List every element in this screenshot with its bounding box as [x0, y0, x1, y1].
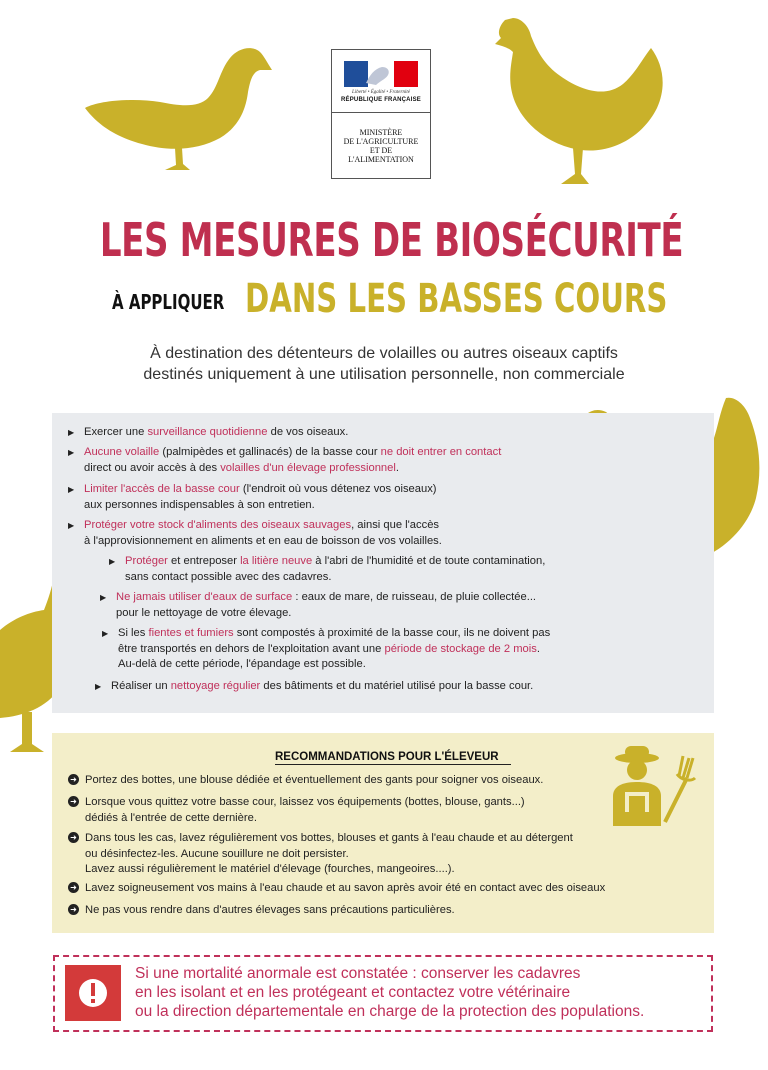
list-item: ▶ Limiter l'accès de la basse cour (l'endroit où vous détenez vos oiseaux) aux personnes indispensables à son entretien.: [68, 483, 437, 511]
duck-icon: [80, 40, 275, 180]
alert-icon: [65, 965, 121, 1021]
list-item: ▶ Ne jamais utiliser d'eaux de surface : eaux de mare, de ruisseau, de pluie collectée... pour le nettoyage de votre élevage.: [100, 591, 537, 619]
ministry-logo: [331, 49, 431, 179]
list-item: ▶ Si les fientes et fumiers sont compostés à proximité de la basse cour, ils ne doivent pas être transportés en dehors de l'exploitation avant une période de stockage de 2 mois. Au-delà de cette période, l'épandage est possible.: [102, 627, 551, 671]
list-item: ▶ Aucune volaille (palmipèdes et gallinacés) de la basse cour ne doit entrer en contact direct ou avoir accès à des volailles d'un élevage professionnel.: [68, 446, 502, 474]
list-item: ▶ Protéger et entreposer la litière neuve à l'abri de l'humidité et de toute contamination, sans contact possible avec des cadavres.: [109, 555, 546, 583]
subtitle: À destination des détenteurs de volailles ou autres oiseaux captifs destinés uniquement à une utilisation personnelle, non commerciale: [143, 345, 625, 383]
title-highlight: DANS LES BASSES COURS: [245, 276, 668, 322]
marianne-flag-icon: [344, 61, 418, 87]
recommendations-title: RECOMMANDATIONS POUR L'ÉLEVEUR: [275, 751, 511, 765]
list-item: ▶ Réaliser un nettoyage régulier des bâtiments et du matériel utilisé pour la basse cour.: [95, 680, 534, 692]
list-item: ▶ Protéger votre stock d'aliments des oiseaux sauvages, ainsi que l'accès à l'approvisionnement en aliments et en eau de boisson de vos volailles.: [68, 519, 442, 547]
list-item: ➜ Lorsque vous quittez votre basse cour, laissez vos équipements (bottes, blouse, gants...) dédiés à l'entrée de cette dernière.: [85, 795, 525, 826]
farmer-icon: [603, 744, 703, 826]
measures-panel: [52, 413, 714, 713]
logo-republic: RÉPUBLIQUE FRANÇAISE: [340, 97, 421, 103]
hen-icon: [485, 10, 670, 190]
list-item: ➜ Lavez soigneusement vos mains à l'eau chaude et au savon après avoir été en contact avec des oiseaux: [85, 881, 605, 897]
list-item: ▶ Exercer une surveillance quotidienne de vos oiseaux.: [68, 426, 349, 438]
list-item: ➜ Portez des bottes, une blouse dédiée et éventuellement des gants pour soigner vos oiseaux.: [85, 773, 543, 789]
list-item: ➜ Dans tous les cas, lavez régulièrement vos bottes, blouses et gants à l'eau chaude et au détergent ou désinfectez-les. Aucune souillure ne doit persister. Lavez aussi régulièrement le matériel d'élevage (fourches, mangeoires....).: [85, 831, 573, 878]
list-item: ➜ Ne pas vous rendre dans d'autres élevages sans précautions particulières.: [85, 903, 455, 919]
logo-motto: Liberté • Égalité • Fraternité: [352, 90, 410, 95]
page-title: LES MESURES DE BIOSÉCURITÉ: [99, 213, 684, 267]
title-prefix: À APPLIQUER: [112, 290, 225, 314]
logo-ministry: MINISTÈRE DE L'AGRICULTURE ET DE L'ALIMENTATION: [343, 128, 419, 164]
alert-text: Si une mortalité anormale est constatée : conserver les cadavres en les isolant et en les protégeant et contactez votre vétérinaire ou la direction départementale en charge de la protection des populations.: [135, 965, 645, 1020]
